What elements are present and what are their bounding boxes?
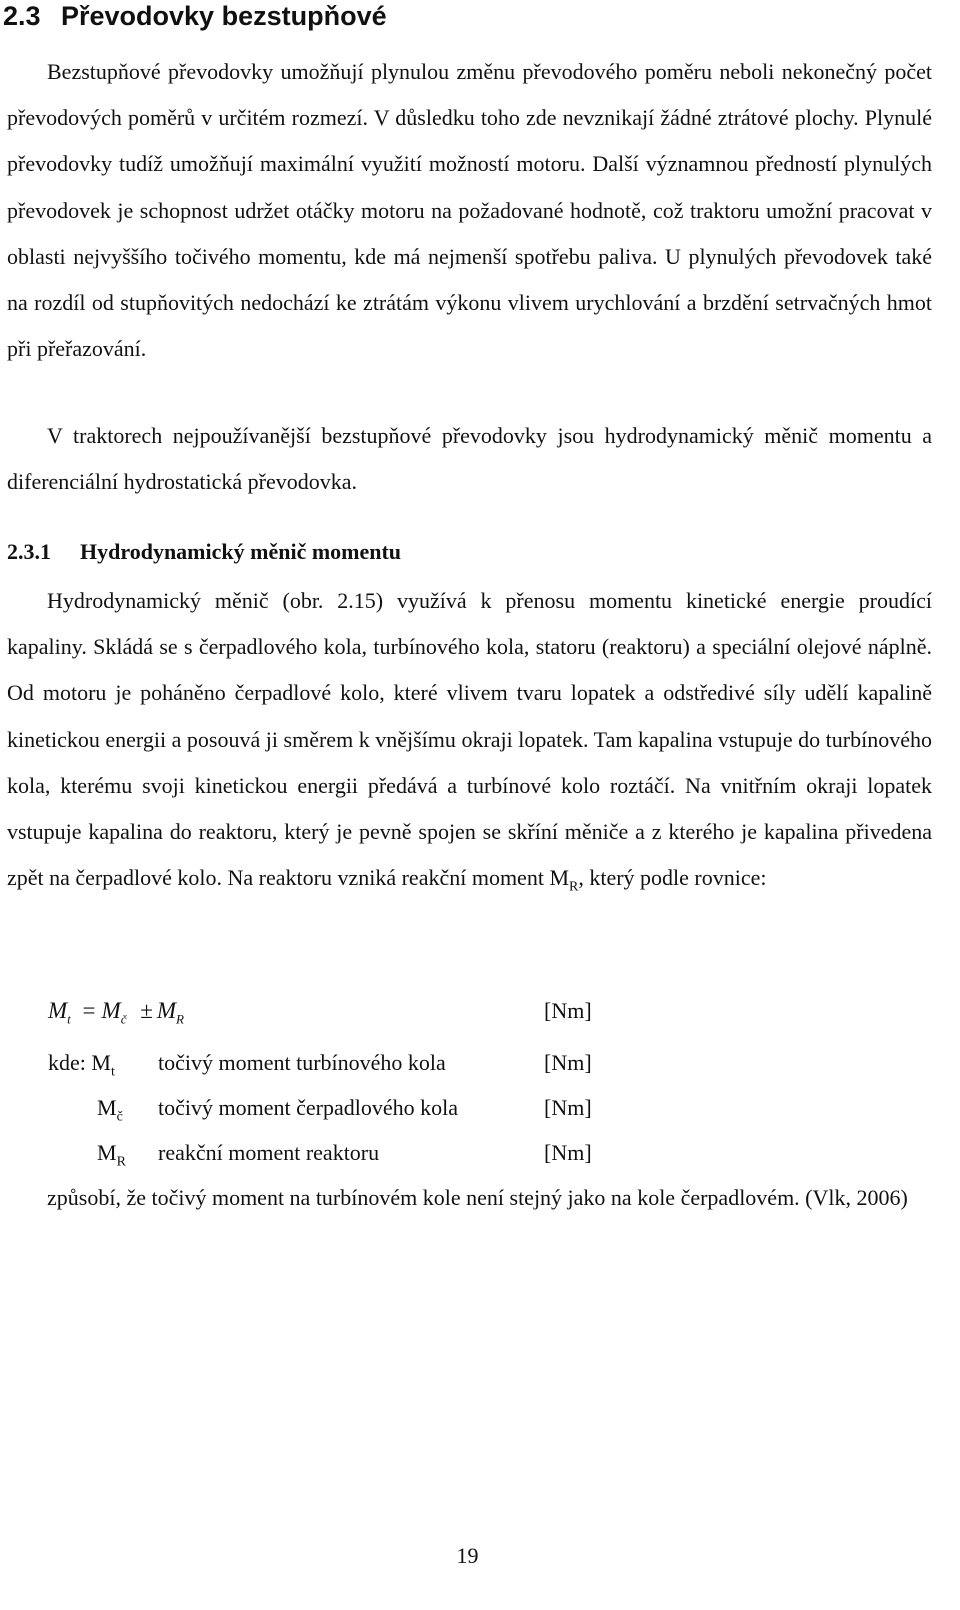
paragraph-closing: způsobí, že točivý moment na turbínovém kole není stejný jako na kole čerpadlovém. (Vlk, 2006) xyxy=(47,1185,908,1210)
paragraph-converter-text: Hydrodynamický měnič (obr. 2.15) využívá k přenosu momentu kinetické energie proudící kapaliny. Skládá se s čerpadlového kola, turbínového kola, statoru (reaktoru) a speciální olejové náplně. Od motoru je poháněno čerpadlové kolo, které vlivem tvaru lopatek a odstředivé síly udělí kapalině kinetickou energii a posouvá ji směrem k vnějšímu okraji lopatek. Tam kapalina vstupuje do turbínového kola, kterému svoji kinetickou energii předává a turbínové kolo roztáčí. Na vnitřním okraji lopatek vstupuje kapalina do reaktoru, který je pevně spojen se skříní měniče a z kterého je kapalina přivedena zpět na čerpadlové kolo. Na reaktoru vzniká reakční moment M xyxy=(7,588,932,891)
definition-subscript: t xyxy=(110,1064,115,1080)
definition-text: reakční moment reaktoru xyxy=(158,1140,380,1165)
reaction-subscript: R xyxy=(569,879,579,895)
eq-plus-minus: ± xyxy=(140,998,153,1023)
eq-symbol-mr: M xyxy=(156,998,177,1023)
eq-unit: [Nm] xyxy=(544,998,592,1023)
eq-equals: = xyxy=(82,998,96,1023)
definition-symbol xyxy=(97,1093,123,1132)
definition-prefix: kde: xyxy=(48,1050,92,1075)
section-heading xyxy=(3,0,387,34)
paragraph-converter xyxy=(7,578,932,911)
eq-symbol-mt: M xyxy=(48,998,68,1023)
section-title: Převodovky bezstupňové xyxy=(61,1,387,31)
torque-equation xyxy=(48,996,184,1035)
definition-subscript: R xyxy=(116,1154,126,1170)
definition-symbol xyxy=(48,1048,115,1087)
subsection-number: 2.3.1 xyxy=(7,539,51,564)
paragraph-tractors: V traktorech nejpoužívanější bezstupňové převodovky jsou hydrodynamický měnič momentu a diferenciální hydrostatická převodovka. xyxy=(7,423,932,495)
definition-symbol-letter: M xyxy=(91,1050,111,1075)
definition-text: točivý moment turbínového kola xyxy=(158,1050,446,1075)
definition-unit: [Nm] xyxy=(544,1050,592,1075)
subsection-title: Hydrodynamický měnič momentu xyxy=(80,539,402,564)
eq-sub-t: t xyxy=(67,1011,71,1027)
section-number: 2.3 xyxy=(3,1,41,31)
paragraph-intro: Bezstupňové převodovky umožňují plynulou změnu převodového poměru neboli nekonečný počet převodových poměrů v určitém rozmezí. V důsledku toho zde nevznikají žádné ztrátové plochy. Plynulé převodovky tudíž umožňují maximální využití možností motoru. Další významnou předností plynulých převodovek je schopnost udržet otáčky motoru na požadované hodnotě, což traktoru umožní pracovat v oblasti nejvyššího točivého momentu, kde má nejmenší spotřebu paliva. U plynulých převodovek také na rozdíl od stupňovitých nedochází ke ztrátám výkonu vlivem urychlování a brzdění setrvačných hmot při přeřazování. xyxy=(7,59,932,362)
subsection-heading xyxy=(7,537,401,567)
page-number: 19 xyxy=(456,1543,479,1568)
definition-symbol-letter: M xyxy=(97,1140,117,1165)
definition-text: točivý moment čerpadlového kola xyxy=(158,1095,458,1120)
definition-unit: [Nm] xyxy=(544,1140,592,1165)
eq-sub-c: č xyxy=(120,1011,127,1027)
eq-sub-r: R xyxy=(176,1011,184,1027)
eq-symbol-mc: M xyxy=(101,998,121,1023)
definition-symbol xyxy=(97,1138,126,1177)
definition-unit: [Nm] xyxy=(544,1095,592,1120)
definition-symbol-letter: M xyxy=(97,1095,117,1120)
paragraph-converter-tail: , který podle rovnice: xyxy=(578,865,767,891)
definition-subscript: č xyxy=(116,1109,123,1125)
